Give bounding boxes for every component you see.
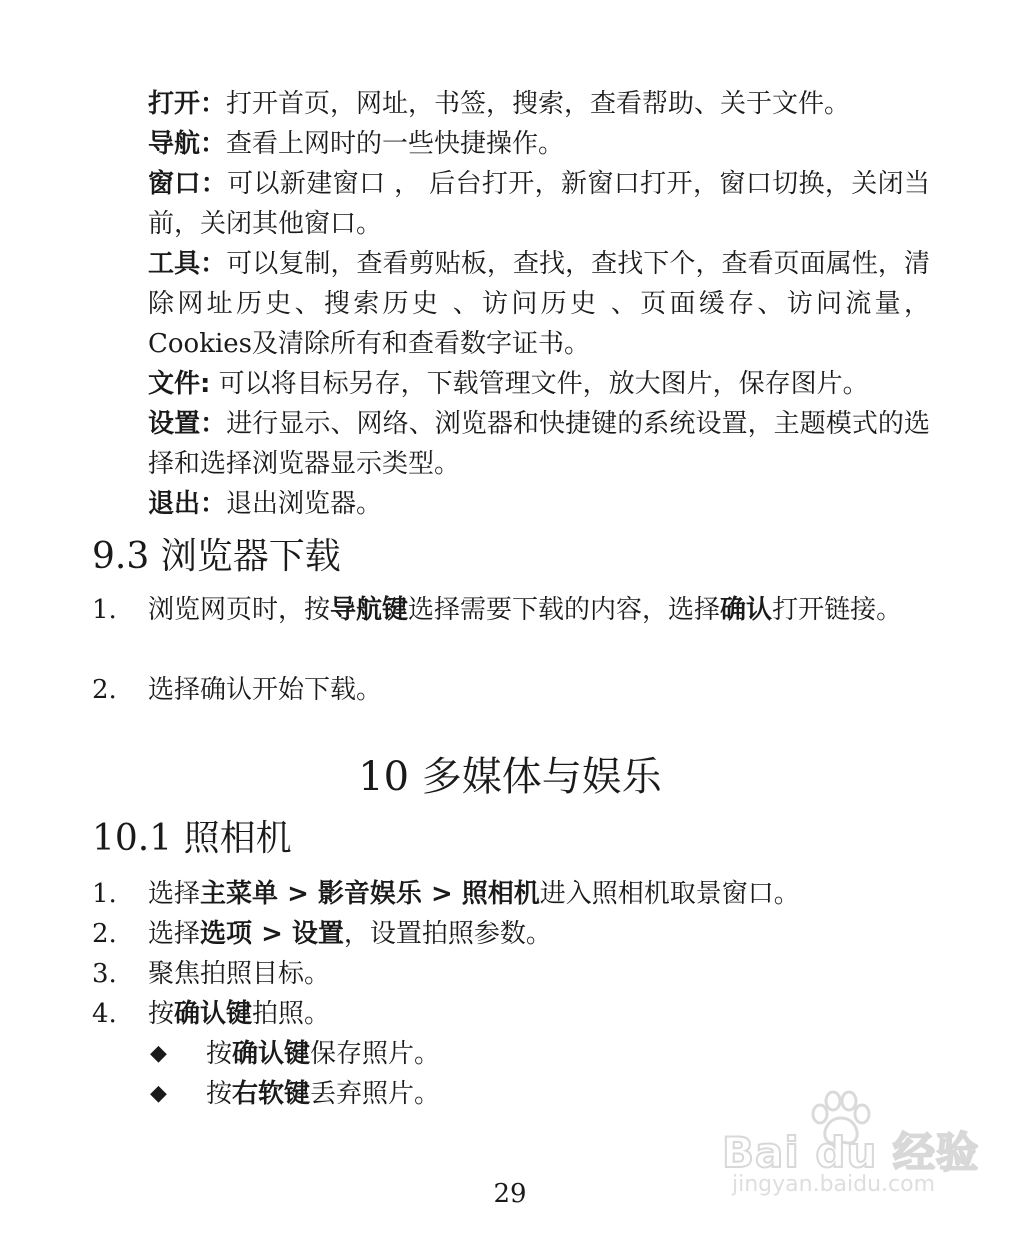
term-description: 可以新建窗口 ， 后台打开，新窗口打开，窗口切换，关闭当前，关闭其他窗口。 [148,169,930,239]
menu-item-settings [148,404,930,484]
bold-term: 导航键 [330,595,409,625]
term-label: 导航： [148,129,227,159]
bullet-item [150,1034,440,1074]
section-heading-9-3: 9.3 浏览器下载 [92,536,341,577]
list-number: 2. [92,919,117,949]
list-number: 1. [92,879,117,909]
list-number: 1. [92,595,117,625]
text-run: 拍照。 [252,999,331,1029]
bold-term: 确认键 [232,1039,311,1069]
chapter-heading: 10 多媒体与娱乐 [358,754,662,800]
list-item [92,994,930,1034]
menu-item-navigate [148,124,930,164]
page-number: 29 [493,1179,527,1209]
term-description: 退出浏览器。 [226,489,383,519]
bullet-text [206,1034,440,1074]
list-item [92,590,930,630]
list-item [92,914,930,954]
text-run: 浏览网页时，按 [148,595,331,625]
term-label: 窗口： [148,169,228,199]
text-run: 打开链接。 [772,595,903,625]
menu-item-file [148,364,930,404]
list-text [148,590,930,630]
diamond-bullet-icon: ◆ [150,1081,167,1106]
list-number: 4. [92,999,117,1029]
list-item [92,954,930,994]
text-run: 进入照相机取景窗口。 [539,879,800,909]
menu-item-window [148,164,930,244]
bullet-item [150,1074,440,1114]
bold-term: 主菜单 > 影音娱乐 > 照相机 [200,879,540,909]
text-run: 选择 [148,879,201,909]
list-text [148,914,930,954]
term-label: 设置： [148,409,227,439]
list-text: 聚焦拍照目标。 [148,959,331,989]
list-item [92,670,930,710]
bullet-text [206,1074,440,1114]
list-item [92,874,930,914]
bold-term: 确认 [720,595,773,625]
list-text [148,874,930,914]
list-number: 2. [92,675,117,705]
term-description: 可以复制，查看剪贴板，查找，查找下个，查看页面属性，清除网址历史、搜索历史 、访问历史 、页面缓存、访问流量，Cookies及清除所有和查看数字证书。 [148,249,930,359]
list-text [148,994,930,1034]
menu-item-open [148,84,930,124]
baidu-jingyan-watermark [722,1090,979,1202]
text-run: 按 [206,1079,233,1109]
term-description: 进行显示、网络、浏览器和快捷键的系统设置，主题模式的选择和选择浏览器显示类型。 [148,409,930,479]
text-run: 丢弃照片。 [310,1079,441,1109]
watermark-url: jingyan.baidu.com [732,1172,936,1197]
term-label: 退出： [148,489,227,519]
text-run: 保存照片。 [310,1039,441,1069]
term-description: 可以将目标另存，下载管理文件，放大图片，保存图片。 [210,369,869,399]
list-text: 选择确认开始下载。 [148,675,383,705]
term-description: 打开首页，网址，书签，搜索，查看帮助、关于文件。 [226,89,851,119]
bold-term: 右软键 [232,1079,311,1109]
list-number: 3. [92,959,117,989]
term-label: 文件: [148,369,211,399]
text-run: 选择需要下载的内容，选择 [408,595,721,625]
section-heading-10-1: 10.1 照相机 [92,818,292,859]
text-run: ，设置拍照参数。 [343,919,552,949]
bold-term: 选项 > 设置 [200,919,344,949]
bold-term: 确认键 [174,999,253,1029]
watermark-text: Bai du 经验 [722,1128,979,1177]
term-description: 查看上网时的一些快捷操作。 [226,129,565,159]
text-run: 选择 [148,919,201,949]
text-run: 按 [148,999,175,1029]
term-label: 工具： [148,249,227,279]
menu-item-exit [148,484,930,524]
diamond-bullet-icon: ◆ [150,1041,167,1066]
term-label: 打开： [148,89,227,119]
menu-item-tools [148,244,930,364]
text-run: 按 [206,1039,233,1069]
